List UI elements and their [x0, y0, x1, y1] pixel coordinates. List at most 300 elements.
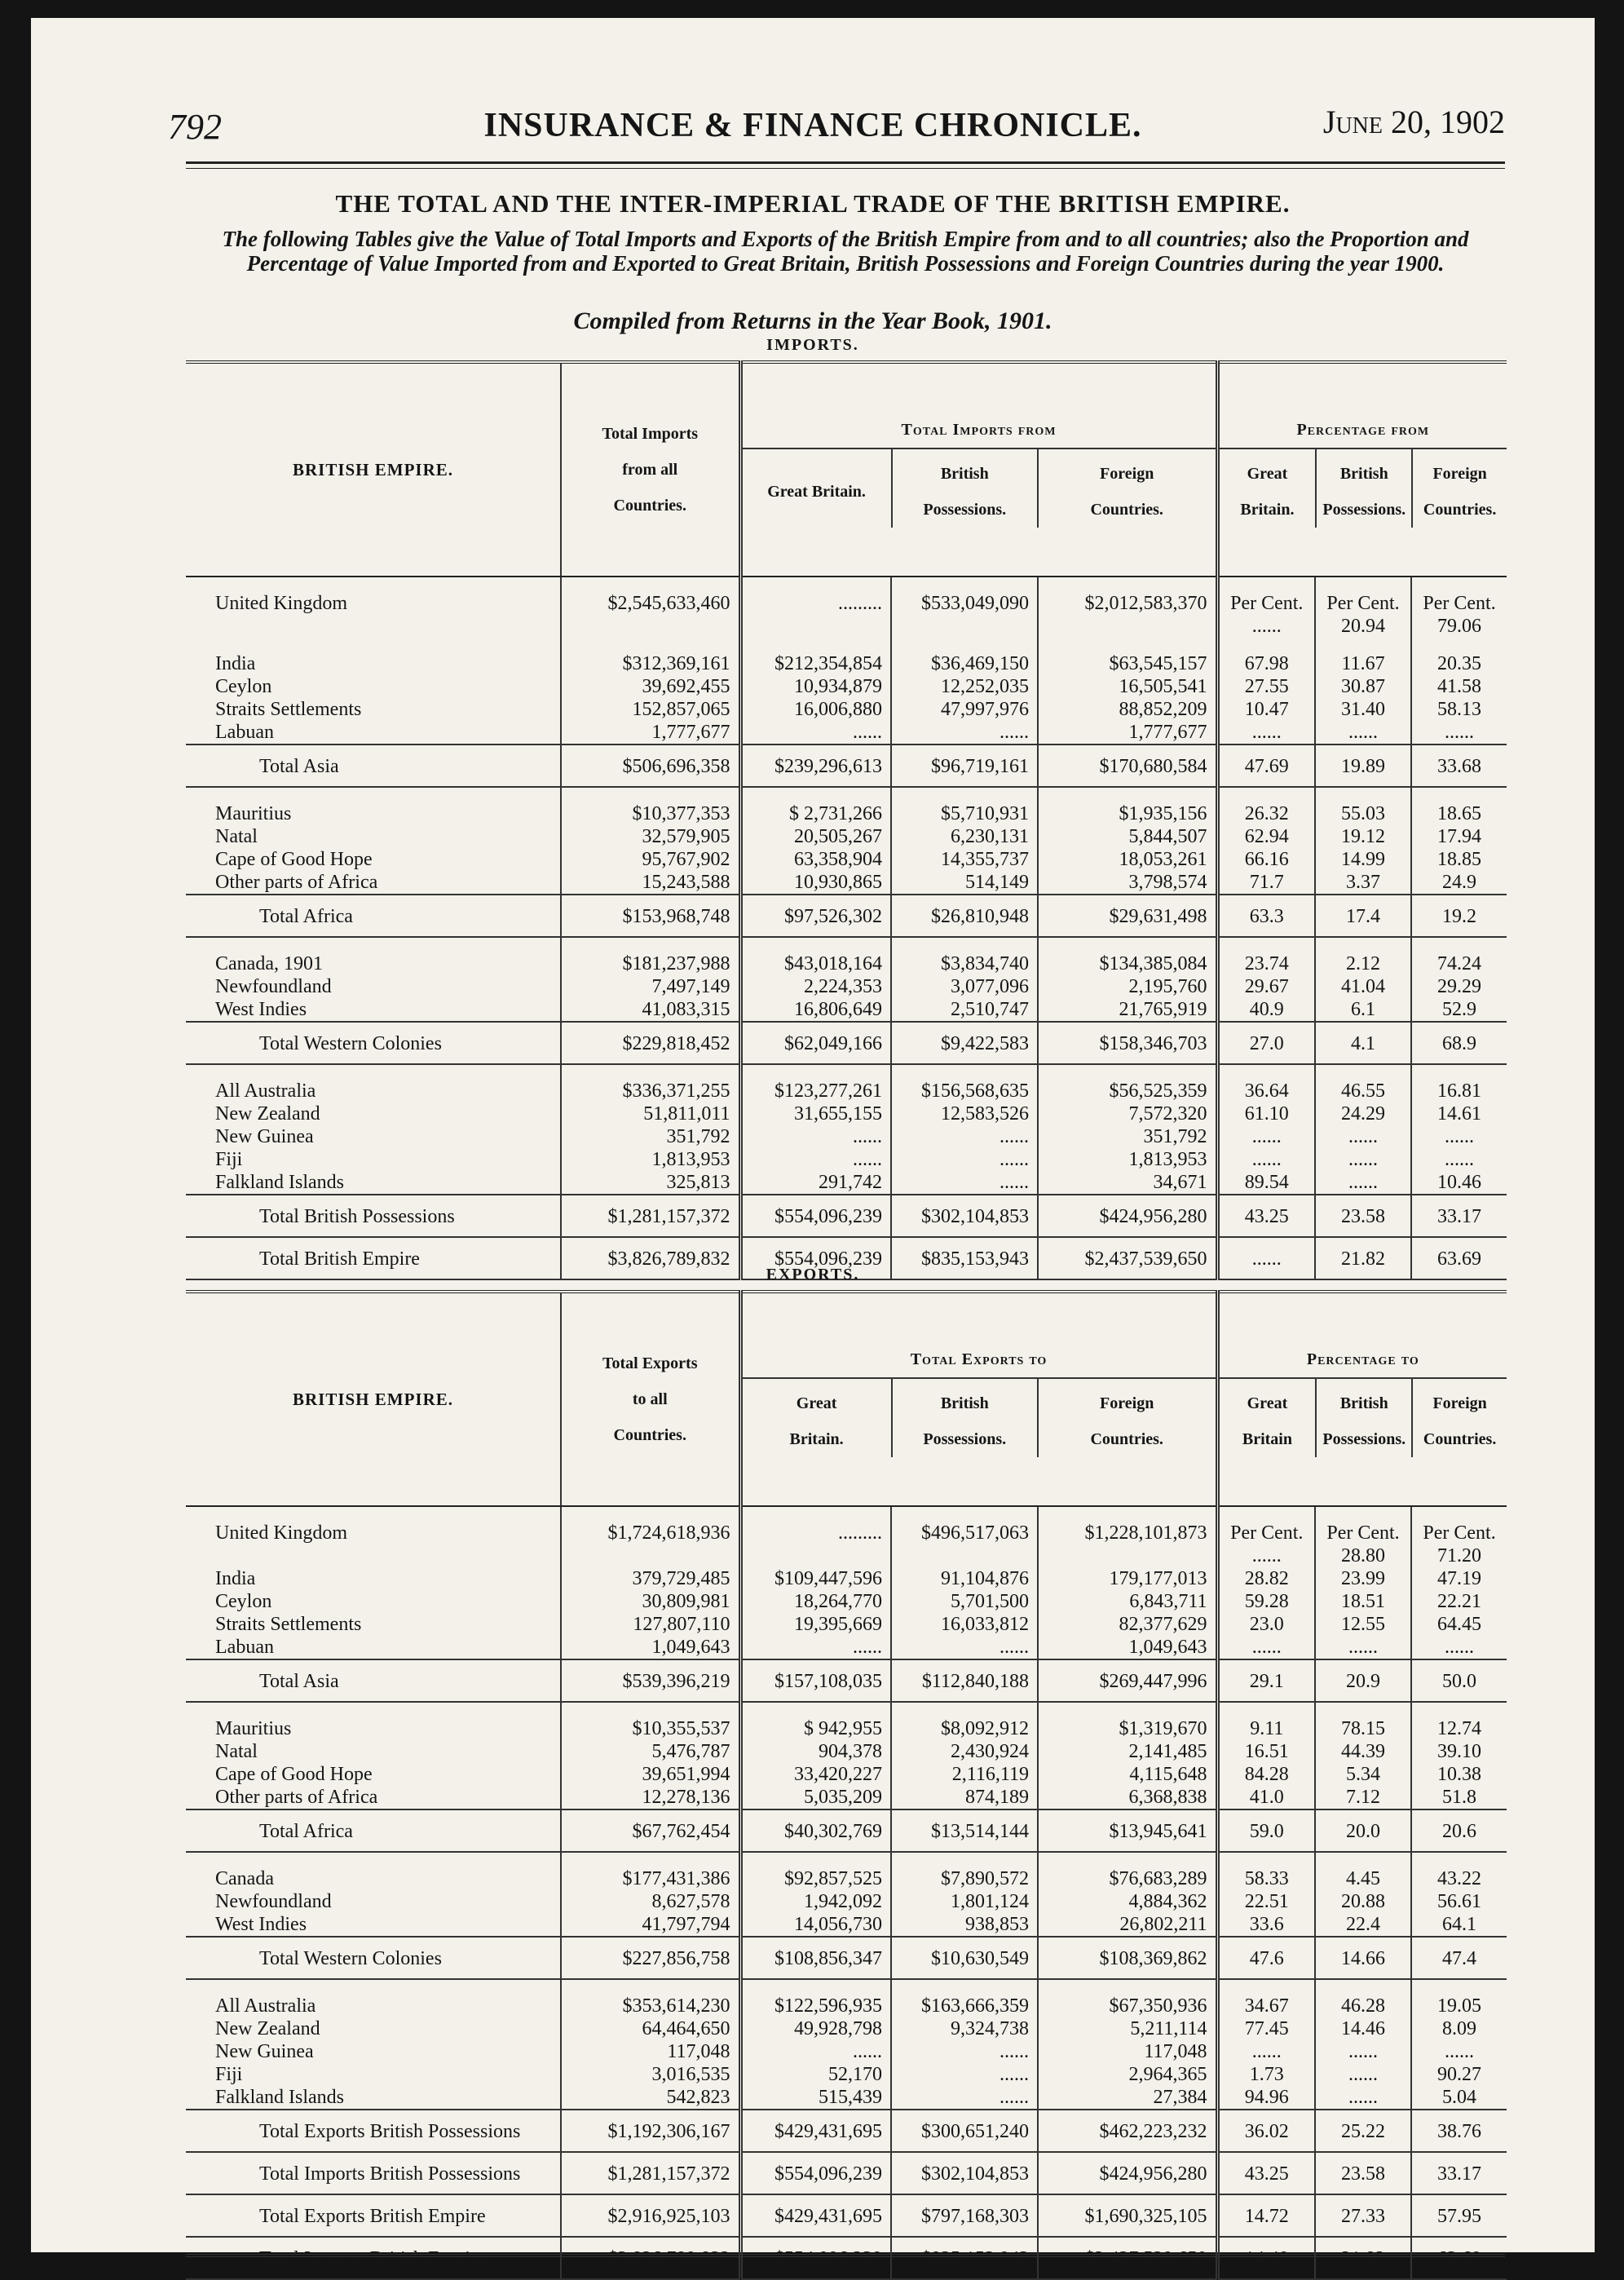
cell-pbp: ......	[1315, 1148, 1411, 1171]
cell-pfc: 74.24	[1411, 937, 1507, 975]
cell-pbp: 78.15	[1315, 1702, 1411, 1740]
cell-bp: $36,469,150	[891, 638, 1038, 675]
cell-gb: 49,928,798	[740, 2017, 891, 2040]
cell-fc: 2,141,485	[1038, 1740, 1217, 1763]
table-row	[186, 1890, 1507, 1913]
cell-fc: $108,369,862	[1038, 1937, 1217, 1979]
cell-bp: 6,230,131	[891, 825, 1038, 848]
cell-gb: 18,264,770	[740, 1590, 891, 1613]
cell-total: $153,968,748	[561, 895, 740, 937]
table-row	[186, 1740, 1507, 1763]
cell-pbp: 41.04	[1315, 975, 1411, 998]
cell-pbp: 11.67	[1315, 638, 1411, 675]
cell-bp: $9,422,583	[891, 1022, 1038, 1064]
table-row	[186, 1506, 1507, 1567]
cell-pbp: 4.1	[1315, 1022, 1411, 1064]
cell-gb: 10,934,879	[740, 675, 891, 698]
cell-pbp: 19.89	[1315, 745, 1411, 787]
cell-bp: 47,997,976	[891, 698, 1038, 721]
cell-total: $10,377,353	[561, 787, 740, 825]
cell-name: Total Imports British Possessions	[186, 2152, 561, 2194]
cell-bp: 3,077,096	[891, 975, 1038, 998]
cell-pgb: 1.73	[1217, 2063, 1315, 2086]
cell-gb: $109,447,596	[740, 1567, 891, 1590]
cell-pbp: 30.87	[1315, 675, 1411, 698]
cell-pgb: 22.51	[1217, 1890, 1315, 1913]
cell-bp: 874,189	[891, 1786, 1038, 1809]
cell-pfc: 47.19	[1411, 1567, 1507, 1590]
cell-bp: ......	[891, 721, 1038, 745]
cell-gb: ......	[740, 1125, 891, 1148]
col-british-empire: BRITISH EMPIRE.	[186, 362, 561, 577]
cell-bp: $300,651,240	[891, 2110, 1038, 2152]
cell-name: Other parts of Africa	[215, 872, 378, 893]
cell-pgb: 27.55	[1217, 675, 1315, 698]
cell-fc: 1,777,677	[1038, 721, 1217, 745]
cell-pbp: 5.34	[1315, 1763, 1411, 1786]
cell-name: Other parts of Africa	[215, 1787, 378, 1808]
masthead: INSURANCE & FINANCE CHRONICLE.	[483, 107, 1142, 144]
cell-bp: 12,583,526	[891, 1102, 1038, 1125]
table-row	[186, 1613, 1507, 1636]
cell-pgb: ......	[1217, 721, 1315, 745]
cell-name: Ceylon	[215, 676, 272, 697]
cell-name: Labuan	[215, 1637, 274, 1658]
cell-gb: $92,857,525	[740, 1852, 891, 1890]
cell-pgb: 29.67	[1217, 975, 1315, 998]
cell-fc: 16,505,541	[1038, 675, 1217, 698]
cell-pfc: 38.76	[1411, 2110, 1507, 2152]
cell-fc: $13,945,641	[1038, 1809, 1217, 1852]
cell-fc: $424,956,280	[1038, 2152, 1217, 2194]
cell-name: West Indies	[215, 1914, 307, 1935]
cell-fc: 2,195,760	[1038, 975, 1217, 998]
cell-bp: 2,510,747	[891, 998, 1038, 1022]
cell-pgb: 40.9	[1217, 998, 1315, 1022]
total-row	[186, 1659, 1507, 1702]
cell-total: 117,048	[561, 2040, 740, 2063]
exports-header-row	[186, 1292, 1507, 1506]
cell-name: Fiji	[215, 1149, 243, 1170]
cell-name: Total British Empire	[186, 1237, 561, 1279]
table-row	[186, 1102, 1507, 1125]
exports-table	[186, 1290, 1507, 2280]
cell-pfc: 14.61	[1411, 1102, 1507, 1125]
cell-gb: $43,018,164	[740, 937, 891, 975]
imports-label: IMPORTS.	[766, 336, 859, 354]
cell-bp: $3,834,740	[891, 937, 1038, 975]
cell-fc: $158,346,703	[1038, 1022, 1217, 1064]
cell-pfc: 41.58	[1411, 675, 1507, 698]
cell-name: Falkland Islands	[215, 1172, 344, 1193]
cell-fc: $134,385,084	[1038, 937, 1217, 975]
cell-bp: ......	[891, 2040, 1038, 2063]
cell-pgb: 47.69	[1217, 745, 1315, 787]
exports-label: EXPORTS.	[766, 1266, 860, 1284]
cell-fc: $2,012,583,370	[1038, 577, 1217, 638]
header-rule-thin	[186, 168, 1505, 169]
table-row	[186, 1125, 1507, 1148]
table-row	[186, 1702, 1507, 1740]
table-row	[186, 2017, 1507, 2040]
cell-fc: 82,377,629	[1038, 1613, 1217, 1636]
col-total-imports: Total Imports from all Countries.	[561, 362, 740, 577]
cell-gb: $554,096,239	[740, 1237, 891, 1279]
cell-pfc: 10.38	[1411, 1763, 1507, 1786]
cell-fc: 18,053,261	[1038, 848, 1217, 871]
cell-total: 39,692,455	[561, 675, 740, 698]
cell-pbp: 12.55	[1315, 1613, 1411, 1636]
cell-total: 7,497,149	[561, 975, 740, 998]
cell-name: Fiji	[215, 2064, 243, 2085]
cell-bp: 2,430,924	[891, 1740, 1038, 1763]
cell-pbp: 14.46	[1315, 2017, 1411, 2040]
cell-pgb: 9.11	[1217, 1702, 1315, 1740]
table-row	[186, 638, 1507, 675]
cell-pbp: 18.51	[1315, 1590, 1411, 1613]
cell-name: Total Asia	[186, 745, 561, 787]
cell-gb: $62,049,166	[740, 1022, 891, 1064]
cell-pgb: ......	[1217, 1125, 1315, 1148]
cell-fc: 7,572,320	[1038, 1102, 1217, 1125]
cell-gb: $429,431,695	[740, 2194, 891, 2237]
cell-total: $2,916,925,103	[561, 2194, 740, 2237]
cell-gb: $123,277,261	[740, 1064, 891, 1102]
cell-total: 351,792	[561, 1125, 740, 1148]
cell-pfc: 64.1	[1411, 1913, 1507, 1937]
cell-pgb: 34.67	[1217, 1979, 1315, 2017]
table-row	[186, 721, 1507, 745]
cell-gb: ......	[740, 1636, 891, 1659]
col-foreign-countries: Foreign Countries.	[1090, 465, 1163, 519]
cell-pgb: 67.98	[1217, 638, 1315, 675]
cell-fc: 6,368,838	[1038, 1786, 1217, 1809]
cell-bp: 16,033,812	[891, 1613, 1038, 1636]
cell-fc: 4,884,362	[1038, 1890, 1217, 1913]
cell-pbp: 23.58	[1315, 1195, 1411, 1237]
cell-bp: $302,104,853	[891, 1195, 1038, 1237]
issue-date: June 20, 1902	[1322, 104, 1505, 140]
total-row	[186, 2152, 1507, 2194]
cell-fc: 1,813,953	[1038, 1148, 1217, 1171]
cell-name: All Australia	[215, 1995, 316, 2017]
cell-bp: ......	[891, 1171, 1038, 1195]
cell-total: 5,476,787	[561, 1740, 740, 1763]
table-row	[186, 937, 1507, 975]
cell-name: Straits Settlements	[215, 699, 362, 720]
cell-bp: 5,701,500	[891, 1590, 1038, 1613]
cell-pgb: 36.64	[1217, 1064, 1315, 1102]
cell-pgb: 94.96	[1217, 2086, 1315, 2110]
cell-pfc: 51.8	[1411, 1786, 1507, 1809]
cell-gb: 52,170	[740, 2063, 891, 2086]
table-row	[186, 1567, 1507, 1590]
table-row	[186, 2086, 1507, 2110]
cell-gb: ......	[740, 2040, 891, 2063]
cell-pfc: 52.9	[1411, 998, 1507, 1022]
cell-pbp: Per Cent. 28.80	[1315, 1506, 1411, 1567]
cell-pgb: 62.94	[1217, 825, 1315, 848]
cell-pgb: 14.49	[1217, 2237, 1315, 2279]
cell-pbp: 22.4	[1315, 1913, 1411, 1937]
table-row	[186, 2040, 1507, 2063]
cell-total: $1,281,157,372	[561, 1195, 740, 1237]
cell-bp: ......	[891, 2063, 1038, 2086]
cell-pgb: ......	[1217, 1636, 1315, 1659]
cell-pbp: 46.55	[1315, 1064, 1411, 1102]
cell-total: 64,464,650	[561, 2017, 740, 2040]
cell-gb: $108,856,347	[740, 1937, 891, 1979]
cell-pgb: 59.28	[1217, 1590, 1315, 1613]
cell-pfc: 24.9	[1411, 871, 1507, 895]
cell-pfc: 29.29	[1411, 975, 1507, 998]
cell-name: Canada, 1901	[215, 953, 323, 974]
cell-pfc: ......	[1411, 2040, 1507, 2063]
cell-pgb: 71.7	[1217, 871, 1315, 895]
cell-fc: 6,843,711	[1038, 1590, 1217, 1613]
cell-pfc: 33.17	[1411, 1195, 1507, 1237]
cell-gb: $ 2,731,266	[740, 787, 891, 825]
cell-bp: $8,092,912	[891, 1702, 1038, 1740]
cell-pfc: ......	[1411, 721, 1507, 745]
cell-pfc: 19.2	[1411, 895, 1507, 937]
cell-pgb: 63.3	[1217, 895, 1315, 937]
article-intro: The following Tables give the Value of Total Imports and Exports of the British Empire from and to all countries; also the Proportion and Percentage of Value Imported from and Exported to Great Britain, British Possessions and Foreign Countries during the year 1900.	[222, 227, 1469, 276]
table-row	[186, 1786, 1507, 1809]
cell-name: Total British Possessions	[186, 1195, 561, 1237]
cell-bp: 514,149	[891, 871, 1038, 895]
cell-bp: $835,153,943	[891, 1237, 1038, 1279]
cell-pgb: ......	[1217, 1237, 1315, 1279]
cell-pfc: 47.4	[1411, 1937, 1507, 1979]
cell-total: 41,797,794	[561, 1913, 740, 1937]
cell-pbp: ......	[1315, 1171, 1411, 1195]
table-row	[186, 787, 1507, 825]
cell-pbp: 20.0	[1315, 1809, 1411, 1852]
cell-pbp: ......	[1315, 721, 1411, 745]
col-total-exports: Total Exports to all Countries.	[561, 1292, 740, 1506]
cell-fc: $1,690,325,105	[1038, 2194, 1217, 2237]
cell-total: $506,696,358	[561, 745, 740, 787]
cell-gb: 20,505,267	[740, 825, 891, 848]
cell-pbp: 4.45	[1315, 1852, 1411, 1890]
cell-name: Total Africa	[186, 1809, 561, 1852]
cell-pbp: 7.12	[1315, 1786, 1411, 1809]
total-row	[186, 2237, 1507, 2279]
cell-bp: $496,517,063	[891, 1506, 1038, 1567]
table-row	[186, 675, 1507, 698]
cell-pbp: ......	[1315, 2063, 1411, 2086]
cell-fc: 5,211,114	[1038, 2017, 1217, 2040]
total-row	[186, 895, 1507, 937]
cell-pgb: 29.1	[1217, 1659, 1315, 1702]
cell-gb: 904,378	[740, 1740, 891, 1763]
col-pct-foreign-countries: Foreign Countries.	[1423, 465, 1497, 519]
cell-name: Total Imports British Empire	[186, 2237, 561, 2279]
cell-gb: .........	[740, 1506, 891, 1567]
cell-name: New Guinea	[215, 1126, 314, 1147]
cell-pfc: 63.69	[1411, 1237, 1507, 1279]
cell-name: Natal	[215, 826, 258, 847]
cell-bp: 91,104,876	[891, 1567, 1038, 1590]
cell-name: Total Africa	[186, 895, 561, 937]
cell-pbp: 17.4	[1315, 895, 1411, 937]
cell-name: Total Western Colonies	[186, 1937, 561, 1979]
col-british-empire: BRITISH EMPIRE.	[186, 1292, 561, 1506]
cell-pfc: 18.65	[1411, 787, 1507, 825]
cell-name: New Zealand	[215, 1103, 320, 1125]
cell-pfc: 12.74	[1411, 1702, 1507, 1740]
cell-gb: 2,224,353	[740, 975, 891, 998]
cell-pgb: 43.25	[1217, 2152, 1315, 2194]
cell-total: $312,369,161	[561, 638, 740, 675]
cell-gb: $97,526,302	[740, 895, 891, 937]
cell-pbp: 2.12	[1315, 937, 1411, 975]
cell-total: 39,651,994	[561, 1763, 740, 1786]
page-number: 792	[168, 107, 222, 147]
cell-name: Canada	[215, 1868, 274, 1889]
cell-pgb: 77.45	[1217, 2017, 1315, 2040]
table-row	[186, 1979, 1507, 2017]
cell-gb: $554,096,239	[740, 2237, 891, 2279]
cell-gb: 16,806,649	[740, 998, 891, 1022]
cell-name: India	[215, 1568, 256, 1589]
cell-total: $229,818,452	[561, 1022, 740, 1064]
compiled-note: Compiled from Returns in the Year Book, 1901.	[573, 307, 1053, 334]
cell-pbp: 23.58	[1315, 2152, 1411, 2194]
total-row	[186, 1937, 1507, 1979]
cell-pfc: Per Cent. 79.06	[1411, 577, 1507, 638]
cell-total: $227,856,758	[561, 1937, 740, 1979]
cell-total: 1,813,953	[561, 1148, 740, 1171]
cell-pbp: 23.99	[1315, 1567, 1411, 1590]
cell-total: 95,767,902	[561, 848, 740, 871]
cell-pbp: 14.66	[1315, 1937, 1411, 1979]
cell-fc: $2,437,539,650	[1038, 1237, 1217, 1279]
cell-pgb: 41.0	[1217, 1786, 1315, 1809]
cell-pgb: 89.54	[1217, 1171, 1315, 1195]
cell-pgb: 58.33	[1217, 1852, 1315, 1890]
cell-pfc: 56.61	[1411, 1890, 1507, 1913]
cell-gb: 14,056,730	[740, 1913, 891, 1937]
cell-pfc: ......	[1411, 1125, 1507, 1148]
cell-bp: $7,890,572	[891, 1852, 1038, 1890]
cell-gb: ......	[740, 1148, 891, 1171]
table-row	[186, 1763, 1507, 1786]
cell-name: Newfoundland	[215, 976, 332, 997]
cell-pgb: 27.0	[1217, 1022, 1315, 1064]
cell-bp: ......	[891, 2086, 1038, 2110]
cell-bp: $835,153,943	[891, 2237, 1038, 2279]
cell-pfc: 17.94	[1411, 825, 1507, 848]
table-row	[186, 1064, 1507, 1102]
cell-total: $1,192,306,167	[561, 2110, 740, 2152]
cell-pbp: 6.1	[1315, 998, 1411, 1022]
running-header	[31, 99, 1595, 157]
cell-pgb: ......	[1217, 1148, 1315, 1171]
col-great-britain: Great Britain.	[743, 1379, 893, 1457]
total-row	[186, 2194, 1507, 2237]
col-pct-british-possessions: British Possessions.	[1317, 1379, 1413, 1457]
cell-gb: 1,942,092	[740, 1890, 891, 1913]
cell-pbp: 14.99	[1315, 848, 1411, 871]
table-row	[186, 1636, 1507, 1659]
table-row	[186, 1852, 1507, 1890]
cell-gb: 63,358,904	[740, 848, 891, 871]
cell-pgb: 23.0	[1217, 1613, 1315, 1636]
cell-name: United Kingdom	[215, 1522, 347, 1544]
cell-name: Mauritius	[215, 1718, 292, 1739]
cell-bp: $797,168,303	[891, 2194, 1038, 2237]
newspaper-page	[31, 18, 1595, 2269]
cell-total: $1,724,618,936	[561, 1506, 740, 1567]
cell-pbp: 21.82	[1315, 2237, 1411, 2279]
cell-pfc: 57.95	[1411, 2194, 1507, 2237]
cell-name: Total Exports British Possessions	[186, 2110, 561, 2152]
cell-pgb: 16.51	[1217, 1740, 1315, 1763]
cell-bp: 14,355,737	[891, 848, 1038, 871]
col-great-britain: Great Britain.	[743, 449, 893, 528]
cell-fc: $170,680,584	[1038, 745, 1217, 787]
col-pct-foreign-countries: Foreign Countries.	[1423, 1394, 1497, 1448]
header-rule	[186, 161, 1505, 164]
cell-fc: $424,956,280	[1038, 1195, 1217, 1237]
cell-pbp: 3.37	[1315, 871, 1411, 895]
cell-fc: $29,631,498	[1038, 895, 1217, 937]
cell-bp: $163,666,359	[891, 1979, 1038, 2017]
cell-bp: $533,049,090	[891, 577, 1038, 638]
cell-total: $336,371,255	[561, 1064, 740, 1102]
col-group-total-exports-to: Total Exports to Great Britain. British Possessions. Foreign Countries.	[740, 1292, 1217, 1506]
cell-pbp: 19.12	[1315, 825, 1411, 848]
col-pct-great-britain: Great Britain	[1220, 1379, 1317, 1457]
cell-bp: $26,810,948	[891, 895, 1038, 937]
cell-name: New Guinea	[215, 2041, 314, 2062]
cell-name: India	[215, 653, 256, 674]
cell-bp: $13,514,144	[891, 1809, 1038, 1852]
cell-pbp: 46.28	[1315, 1979, 1411, 2017]
cell-gb: $212,354,854	[740, 638, 891, 675]
cell-pfc: 33.17	[1411, 2152, 1507, 2194]
cell-pfc: 90.27	[1411, 2063, 1507, 2086]
cell-bp: $302,104,853	[891, 2152, 1038, 2194]
cell-gb: $ 942,955	[740, 1702, 891, 1740]
table-row	[186, 871, 1507, 895]
cell-fc: $1,228,101,873	[1038, 1506, 1217, 1567]
col-british-possessions: British Possessions.	[893, 449, 1039, 528]
cell-fc: $1,935,156	[1038, 787, 1217, 825]
cell-fc: $2,437,539,650	[1038, 2237, 1217, 2279]
table-row	[186, 975, 1507, 998]
cell-total: $3,826,789,832	[561, 2237, 740, 2279]
cell-pfc: 18.85	[1411, 848, 1507, 871]
cell-fc: 117,048	[1038, 2040, 1217, 2063]
cell-name: Cape of Good Hope	[215, 849, 373, 870]
cell-total: 542,823	[561, 2086, 740, 2110]
cell-name: Cape of Good Hope	[215, 1764, 373, 1785]
cell-name: All Australia	[215, 1080, 316, 1102]
cell-total: 32,579,905	[561, 825, 740, 848]
cell-fc: 4,115,648	[1038, 1763, 1217, 1786]
cell-name: West Indies	[215, 999, 307, 1020]
cell-pbp: ......	[1315, 2040, 1411, 2063]
cell-total: 1,049,643	[561, 1636, 740, 1659]
col-pct-great-britain: Great Britain.	[1220, 449, 1317, 528]
cell-pfc: ......	[1411, 1148, 1507, 1171]
cell-total: 379,729,485	[561, 1567, 740, 1590]
cell-fc: 3,798,574	[1038, 871, 1217, 895]
cell-pfc: 10.46	[1411, 1171, 1507, 1195]
